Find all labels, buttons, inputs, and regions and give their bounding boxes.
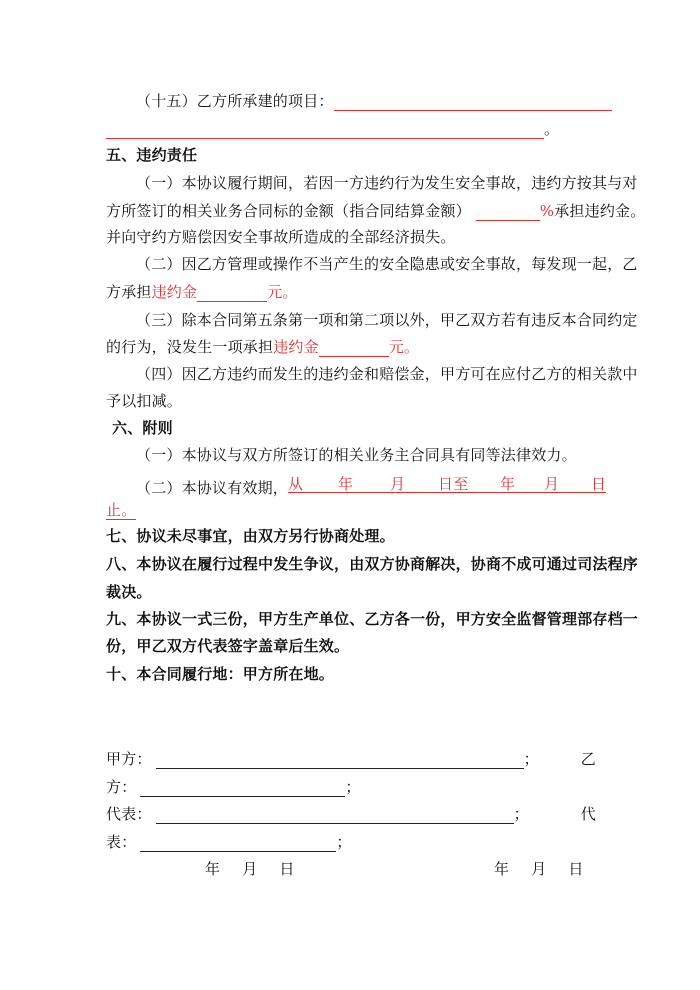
s6p2-l1: [136, 474, 607, 497]
date-a: [205, 859, 295, 879]
item15-label: （十五）乙方所承建的项目：: [136, 92, 334, 110]
s6p1: （一）本协议与双方所签订的相关业务主合同具有同等法律效力。: [136, 446, 577, 464]
party-b-line: [106, 777, 361, 797]
s5p2-l1: （二）因乙方管理或操作不当产生的安全隐患或安全事故，每发现一起，乙: [136, 255, 638, 273]
semicolon: ；: [513, 805, 529, 823]
item15-end: 。: [544, 120, 560, 138]
year2-text: 年: [500, 475, 516, 493]
month2-text: 月: [544, 475, 560, 493]
day-to-text: 日至: [438, 475, 469, 493]
section10: 十、本合同履行地：甲方所在地。: [106, 665, 335, 683]
s5p3-unit: 元。: [388, 338, 420, 356]
rep-a-label: 代表：: [106, 805, 152, 823]
s5p2-text: 方承担: [106, 283, 152, 301]
s5p3-l1: （三）除本合同第五条第一项和第二项以外，甲乙双方若有违反本合同约定: [136, 311, 638, 329]
item15-line2: [106, 119, 559, 139]
s5p3-red: 违约金: [273, 338, 319, 356]
date-b: [494, 859, 584, 879]
percent-blank[interactable]: [476, 204, 540, 221]
date-a-month: 月: [242, 860, 258, 878]
rep-b-label-2: 表：: [106, 833, 137, 851]
date-b-year: 年: [494, 860, 510, 878]
s5p1-l2: [106, 201, 645, 221]
s5p3-text: 的行为，没发生一项承担: [106, 338, 274, 356]
s5p3-l2: [106, 337, 419, 357]
date-b-month: 月: [531, 860, 547, 878]
section5-title: 五、违约责任: [106, 146, 198, 164]
party-a-label: 甲方：: [106, 750, 152, 768]
party-b-label-2: 方：: [106, 778, 137, 796]
s5p2-unit: 元。: [267, 283, 298, 301]
party-a-line: [106, 749, 596, 769]
s5p1-text: 方所签订的相关业务合同标的金额（指合同结算金额）: [106, 202, 471, 220]
from-text: 从: [288, 475, 304, 493]
s6p2-end: 止。: [106, 501, 137, 519]
penalty-blank-1[interactable]: [197, 285, 267, 302]
penalty-blank-2[interactable]: [319, 340, 389, 357]
rep-a-line: [106, 804, 596, 824]
year-text: 年: [338, 475, 354, 493]
day-text: 日: [591, 475, 607, 493]
rep-b-field[interactable]: [140, 835, 336, 852]
party-b-field[interactable]: [140, 780, 345, 797]
section9-l2: 份，甲乙双方代表签字盖章后生效。: [106, 637, 350, 655]
semicolon: ；: [345, 778, 361, 796]
month-text: 月: [390, 475, 406, 493]
date-a-day: 日: [279, 860, 295, 878]
project-blank[interactable]: [334, 94, 612, 111]
percent-sign: %: [539, 202, 555, 220]
s5p4-l1: （四）因乙方违约而发生的违约金和赔偿金，甲方可在应付乙方的相关款中: [136, 365, 638, 383]
s5p1-l1: （一）本协议履行期间，若因一方违约行为发生安全事故，违约方按其与对: [136, 174, 638, 192]
semicolon: ；: [336, 833, 352, 851]
s5p1-l3: 并向守约方赔偿因安全事故所造成的全部经济损失。: [106, 228, 456, 246]
rep-b-label-1: 代: [580, 805, 596, 823]
s6p2-label: （二）本协议有效期，: [136, 479, 289, 497]
s5p1-text2: 承担违约金。: [554, 202, 646, 220]
date-a-year: 年: [205, 860, 221, 878]
project-blank-2[interactable]: [106, 122, 544, 139]
validity-period-field[interactable]: [288, 474, 606, 493]
semicolon: ；: [523, 750, 539, 768]
section8-l1: 八、本协议在履行过程中发生争议，由双方协商解决，协商不成可通过司法程序: [106, 555, 639, 573]
section7: 七、协议未尽事宜，由双方另行协商处理。: [106, 527, 395, 545]
rep-a-field[interactable]: [156, 807, 514, 824]
s5p2-l2: [106, 282, 298, 302]
date-b-day: 日: [568, 860, 584, 878]
s5p4-l2: 予以扣减。: [106, 392, 183, 410]
section6-title: 六、附则: [112, 419, 173, 437]
section8-l2: 裁决。: [106, 583, 152, 601]
s5p2-red: 违约金: [151, 283, 198, 301]
section9-l1: 九、本协议一式三份，甲方生产单位、乙方各一份，甲方安全监督管理部存档一: [106, 610, 639, 628]
item15-line: [136, 91, 612, 111]
s6p2-l2: [106, 500, 136, 520]
party-a-field[interactable]: [156, 752, 524, 769]
party-b-label-1: 乙: [580, 750, 596, 768]
rep-b-line: [106, 832, 352, 852]
